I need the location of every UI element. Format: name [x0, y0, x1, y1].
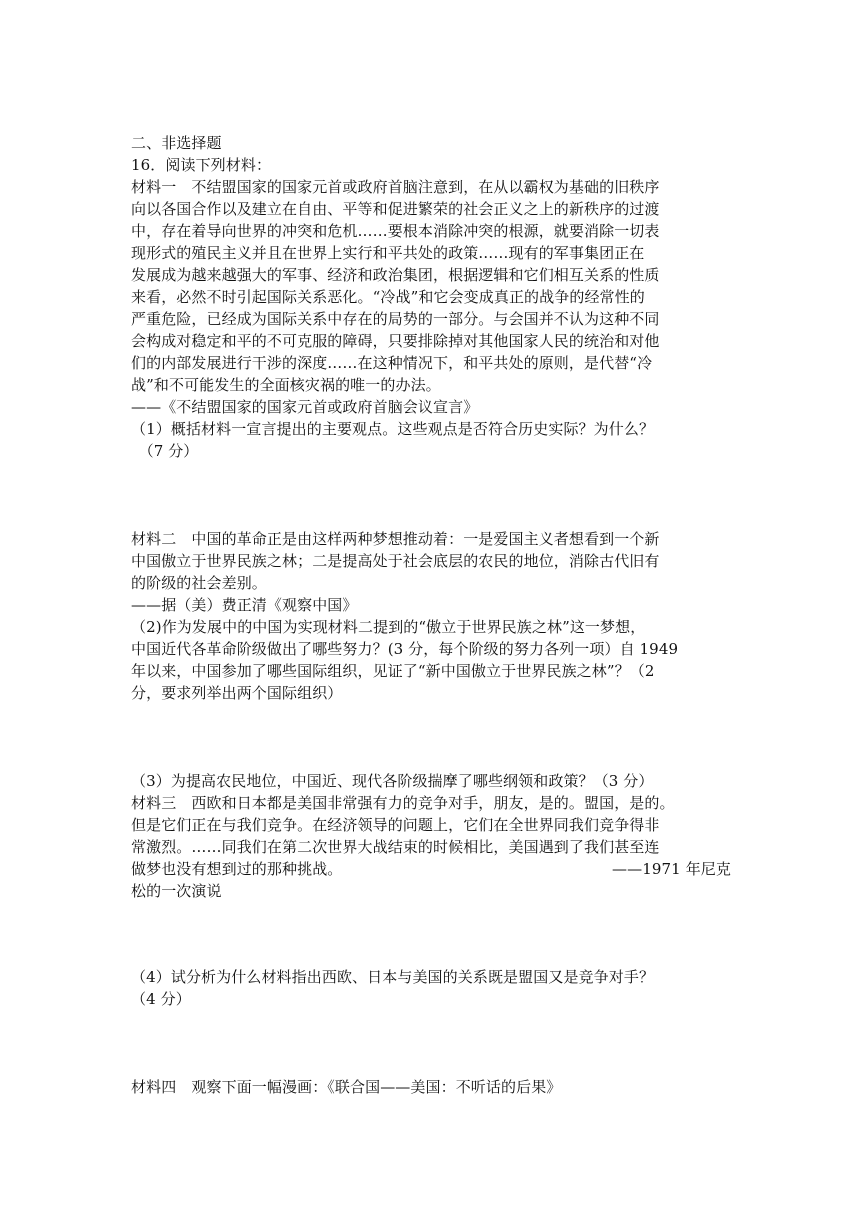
question-one	[131, 418, 731, 462]
material-four-text: 材料四 观察下面一幅漫画：《联合国——美国：不听话的后果》	[131, 1078, 562, 1096]
material-two-line: 中国傲立于世界民族之林；二是提高处于社会底层的农民的地位，消除古代旧有	[131, 552, 660, 570]
material-one-line: 战”和不可能发生的全面核灾祸的唯一的办法。	[131, 376, 441, 394]
material-three-line: 材料三 西欧和日本都是美国非常强有力的竞争对手，朋友，是的。盟国，是的。	[131, 794, 675, 812]
material-three-line: 做梦也没有想到过的那种挑战。	[131, 860, 343, 878]
material-three	[131, 792, 731, 902]
question-two-line: （2)作为发展中的中国为实现材料二提到的“傲立于世界民族之林”这一梦想，	[131, 618, 646, 636]
answer-space	[131, 462, 731, 528]
material-one-line: 向以各国合作以及建立在自由、平等和促进繁荣的社会正义之上的新秩序的过渡	[131, 200, 660, 218]
material-three-line: 常激烈。……同我们在第二次世界大战结束的时候相比，美国遇到了我们甚至连	[131, 838, 660, 856]
question-two-line: 年以来，中国参加了哪些国际组织，见证了“新中国傲立于世界民族之林”？（2	[131, 662, 655, 680]
material-two-source: ——据（美）费正清《观察中国》	[131, 596, 358, 614]
material-two-line: 材料二 中国的革命正是由这样两种梦想推动着：一是爱国主义者想看到一个新	[131, 530, 660, 548]
material-one-line: 现形式的殖民主义并且在世界上实行和平共处的政策……现有的军事集团正在	[131, 244, 645, 262]
material-one-line: 会构成对稳定和平的不可克服的障碍，只要排除掉对其他国家人民的统治和对他	[131, 332, 660, 350]
material-two-line: 的阶级的社会差别。	[131, 574, 267, 592]
material-three-source-tail: 松的一次演说	[131, 882, 222, 900]
answer-space	[131, 902, 731, 966]
document-content	[131, 132, 731, 1098]
question-four-score: （4 分）	[131, 990, 191, 1008]
material-three-line: 但是它们正在与我们竞争。在经济领导的问题上，它们在全世界同我们竞争得非	[131, 816, 660, 834]
question-two-line: 分，要求列举出两个国际组织）	[131, 684, 343, 702]
question-three-text: （3）为提高农民地位，中国近、现代各阶级揣摩了哪些纲领和政策？（3 分）	[131, 772, 654, 790]
material-one-line: 来看，必然不时引起国际关系恶化。“冷战”和它会变成真正的战争的经常性的	[131, 288, 645, 306]
material-two	[131, 528, 731, 616]
material-one-line: 严重危险，已经成为国际关系中存在的局势的一部分。与会国并不认为这种不同	[131, 310, 660, 328]
question-one-score: （7 分）	[131, 442, 199, 460]
material-one-line: 中，存在着导向世界的冲突和危机……要根本消除冲突的根源，就要消除一切表	[131, 222, 660, 240]
question-four	[131, 966, 731, 1010]
material-three-source: ——1971 年尼克	[612, 860, 731, 878]
section-title: 二、非选择题	[131, 134, 222, 152]
material-one-line: 们的内部发展进行干涉的深度……在这种情况下，和平共处的原则，是代替“冷	[131, 354, 653, 372]
material-one-source: ——《不结盟国家的国家元首或政府首脑会议宣言》	[131, 398, 479, 416]
material-one-line: 材料一 不结盟国家的国家元首或政府首脑注意到，在从以霸权为基础的旧秩序	[131, 178, 660, 196]
question-heading: 16．阅读下列材料：	[131, 156, 272, 174]
question-one-text: （1）概括材料一宣言提出的主要观点。这些观点是否符合历史实际？为什么？	[131, 420, 655, 438]
material-three-last-line	[131, 858, 731, 880]
question-four-text: （4）试分析为什么材料指出西欧、日本与美国的关系既是盟国又是竞争对手？	[131, 968, 655, 986]
question-two	[131, 616, 731, 704]
material-one-line: 发展成为越来越强大的军事、经济和政治集团，根据逻辑和它们相互关系的性质	[131, 266, 660, 284]
question-two-line: 中国近代各革命阶级做出了哪些努力？(3 分，每个阶级的努力各列一项）自 1949	[131, 640, 679, 658]
material-one	[131, 176, 731, 418]
answer-space	[131, 1010, 731, 1076]
answer-space	[131, 704, 731, 770]
